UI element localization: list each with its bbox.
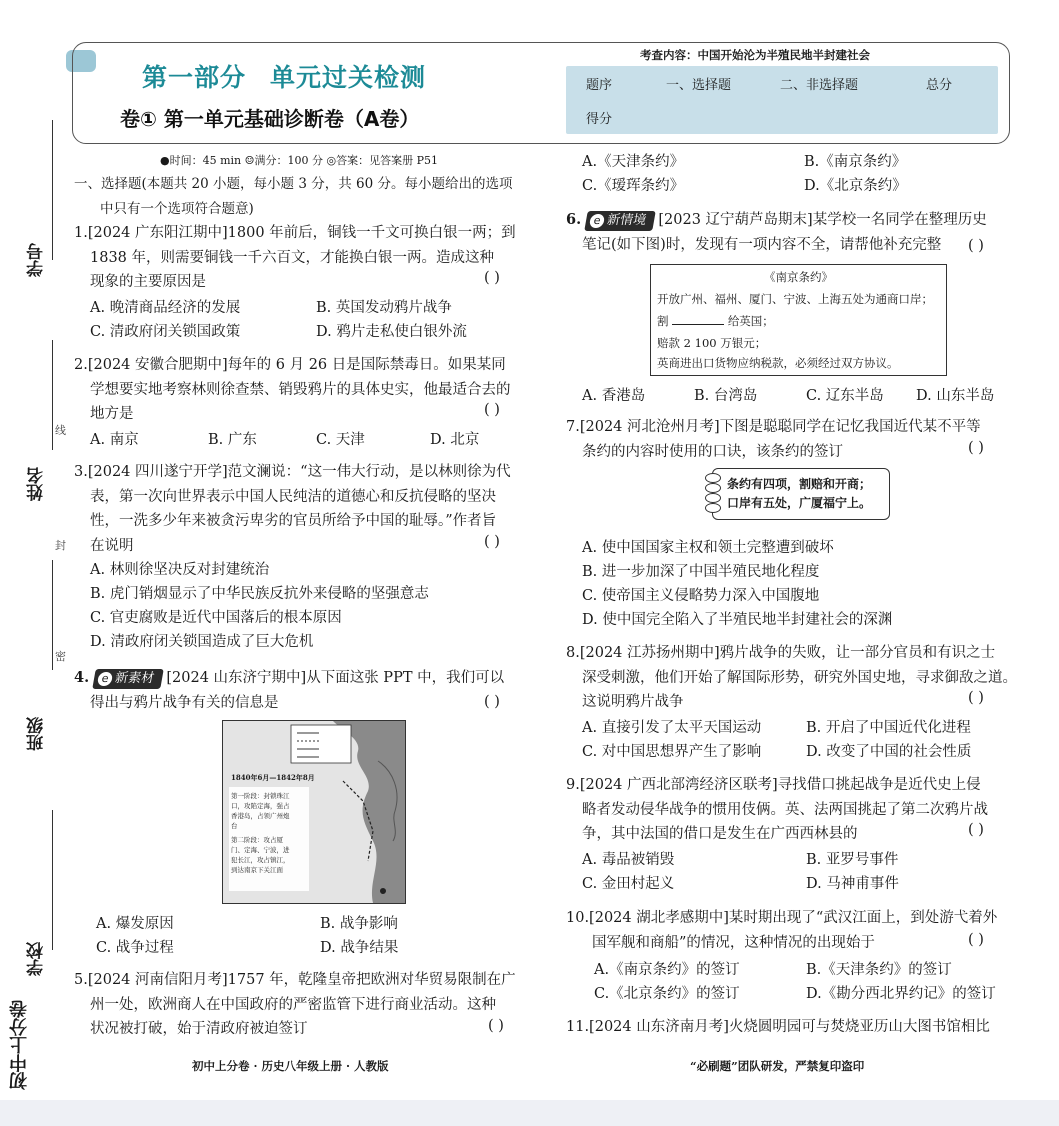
question-line: 性，一洗多少年来被贪污卑劣的官员所给予中国的耻辱。”作者旨 [90, 513, 497, 529]
cut-mark: 线 [55, 424, 66, 437]
score-col-header: 题序 [586, 78, 613, 93]
tag-label: 新素材 [113, 671, 156, 686]
option-c[interactable]: C. 清政府闭关锁国政策 [90, 324, 241, 340]
question-4 [74, 666, 504, 715]
e-icon: e [97, 672, 113, 686]
binding-line [52, 120, 53, 260]
question-line: 3.[2024 四川遂宁开学]范文澜说：“这一伟大行动，是以林则徐为代 [74, 464, 511, 480]
option-a[interactable]: A. 使中国国家主权和领土完整遭到破坏 [582, 540, 834, 556]
map-date: 1840年6月—1842年8月 [231, 773, 315, 782]
option-b[interactable]: B. 亚罗号事件 [806, 852, 899, 868]
binding-line [52, 560, 53, 670]
option-d[interactable]: D. 使中国完全陷入了半殖民地半封建社会的深渊 [582, 612, 893, 628]
question-11 [566, 1015, 990, 1040]
note-line: 英商进出口货物应纳税款，必须经过双方协议。 [657, 356, 899, 370]
question-line: 这说明鸦片战争 [582, 694, 684, 710]
section-title-line: 中只有一个选项符合题意) [100, 200, 254, 217]
score-table [566, 66, 998, 134]
exam-scope: 考查内容：中国开始沦为半殖民地半封建社会 [640, 48, 870, 62]
question-line: 状况被打破，始于清政府被迫签订 [90, 1021, 308, 1037]
note-line: 赔款 2 100 万银元； [657, 336, 767, 350]
mnemonic-line: 条约有四项，割赔和开商； [727, 477, 872, 491]
answer-blank[interactable]: ( ) [484, 402, 500, 418]
binding-line [52, 810, 53, 950]
answer-blank[interactable]: ( ) [968, 440, 984, 456]
part-title-b: 单元过关检测 [270, 63, 427, 92]
seal-mark: 密 [55, 650, 66, 663]
question-line: 州一处，欧洲商人在中国政府的严密监管下进行商业活动。这种 [90, 996, 496, 1013]
option-d[interactable]: D. 清政府闭关锁国造成了巨大危机 [90, 634, 314, 650]
option-a[interactable]: A.《南京条约》的签订 [594, 962, 740, 978]
option-d[interactable]: D.《勘分西北界约记》的签订 [806, 986, 996, 1002]
answer-blank[interactable]: ( ) [484, 534, 500, 550]
question-line: 现象的主要原因是 [90, 274, 206, 290]
option-d[interactable]: D. 山东半岛 [916, 388, 995, 404]
option-a[interactable]: A. 晚清商品经济的发展 [90, 300, 241, 316]
new-material-tag [92, 669, 164, 689]
question-line: 1838 年，则需要铜钱一千六百文，才能换白银一两。造成这种 [90, 249, 495, 266]
option-d[interactable]: D. 改变了中国的社会性质 [806, 744, 972, 760]
map-stage-1: 第一阶段：封锁珠江口，攻陷定海，强占香港岛，占领广州炮台 [231, 792, 290, 830]
question-6 [566, 208, 987, 257]
note-text: 给英国； [727, 314, 774, 328]
map-stage-2: 第二阶段：攻占厦门、定海、宁波，进犯长江，攻占镇江，到达南京下关江面 [231, 836, 290, 874]
section-title [74, 172, 512, 221]
question-line: 8.[2024 江苏扬州期中]鸦片战争的失败，让一部分官员和有识之士 [566, 645, 996, 661]
score-col-header: 一、选择题 [666, 78, 732, 93]
option-b[interactable]: B.《天津条约》的签订 [806, 962, 952, 978]
option-d[interactable]: D. 马神甫事件 [806, 876, 899, 892]
opium-war-map [222, 720, 406, 904]
mnemonic-line: 口岸有五处，广厦福宁上。 [727, 496, 872, 510]
option-b[interactable]: B. 战争影响 [320, 916, 398, 932]
section-title-line: 一、选择题(本题共 20 小题，每小题 3 分，共 60 分。每小题给出的选项 [74, 176, 513, 192]
option-d[interactable]: D.《北京条约》 [804, 178, 907, 194]
option-a[interactable]: A. 香港岛 [582, 388, 646, 404]
question-line: 略者发动侵华战争的惯用伎俩。英、法两国挑起了第二次鸦片战 [582, 801, 988, 818]
option-c[interactable]: C. 金田村起义 [582, 876, 675, 892]
fill-blank[interactable] [672, 324, 724, 325]
option-c[interactable]: C. 战争过程 [96, 940, 174, 956]
answer-blank[interactable]: ( ) [968, 932, 984, 948]
score-col-header: 二、非选择题 [780, 78, 859, 93]
question-number: 4. [74, 669, 90, 686]
question-number: 6. [566, 211, 582, 228]
option-b[interactable]: B.《南京条约》 [804, 154, 907, 170]
ring-decoration [705, 473, 721, 483]
bottom-strip [0, 1100, 1059, 1126]
question-line: 学想要实地考察林则徐查禁、销毁鸦片的具体史实，他最适合去的 [90, 381, 511, 398]
new-context-tag [584, 211, 656, 231]
question-line: 1.[2024 广东阳江期中]1800 年前后，铜钱一千文可换白银一两；到 [74, 225, 516, 241]
question-10 [566, 906, 997, 955]
brand-logo: 初中上分卷 [9, 1000, 30, 1090]
question-2 [74, 353, 511, 427]
question-line: 11.[2024 山东济南月考]火烧圆明园可与焚烧亚历山大图书馆相比 [566, 1019, 990, 1035]
option-c[interactable]: C. 天津 [316, 432, 365, 448]
question-line: 地方是 [90, 406, 134, 422]
option-d[interactable]: D. 战争结果 [320, 940, 399, 956]
option-c[interactable]: C.《瑷珲条约》 [582, 178, 685, 194]
footer-left: 初中上分卷 · 历史八年级上册 · 人教版 [192, 1059, 389, 1073]
question-line: 笔记(如下图)时，发现有一项内容不全，请帮他补充完整 [582, 236, 942, 253]
question-line: 10.[2024 湖北孝感期中]某时期出现了“武汉江面上，到处游弋着外 [566, 910, 998, 926]
note-line: 开放广州、福州、厦门、宁波、上海五处为通商口岸； [657, 292, 933, 306]
note-title: 《南京条约》 [764, 270, 833, 284]
question-line: 7.[2024 河北沧州月考]下图是聪聪同学在记忆我国近代某不平等 [566, 419, 981, 435]
ring-decoration [705, 503, 721, 513]
score-col-header: 总分 [926, 78, 953, 93]
option-c[interactable]: C.《北京条约》的签订 [594, 986, 740, 1002]
question-line: 深受刺激，他们开始了解国际形势，研究外国史地，寻求御敌之道。 [582, 669, 1017, 686]
history-note [650, 264, 947, 376]
option-b[interactable]: B. 台湾岛 [694, 388, 758, 404]
question-7 [566, 415, 981, 464]
question-5 [74, 968, 516, 1042]
option-b[interactable]: B. 广东 [208, 432, 257, 448]
note-line [657, 311, 774, 332]
question-line: [2024 山东济宁期中]从下面这张 PPT 中，我们可以 [166, 670, 505, 686]
option-b[interactable]: B. 英国发动鸦片战争 [316, 300, 452, 316]
student-id-label: 学号 [27, 243, 47, 277]
question-1 [74, 221, 516, 295]
option-a[interactable]: A. 毒品被销毁 [582, 852, 675, 868]
school-label: 学校 [27, 942, 47, 976]
question-line: 2.[2024 安徽合肥期中]每年的 6 月 26 日是国际禁毒日。如果某同 [74, 357, 506, 373]
question-line: 表，第一次向世界表示中国人民纯洁的道德心和反抗侵略的坚决 [90, 488, 496, 505]
question-9 [566, 773, 988, 847]
question-line: 争，其中法国的借口是发生在广西西林县的 [582, 826, 858, 842]
seal-mark: 封 [55, 539, 66, 552]
question-line: 得出与鸦片战争有关的信息是 [90, 694, 279, 711]
option-c[interactable]: C. 辽东半岛 [806, 388, 884, 404]
answer-blank[interactable]: ( ) [488, 1018, 504, 1034]
option-a[interactable]: A. 爆发原因 [96, 916, 174, 932]
question-line: 条约的内容时使用的口诀，该条约的签订 [582, 443, 843, 460]
option-a[interactable]: A. 南京 [90, 432, 139, 448]
answer-blank[interactable]: ( ) [968, 822, 984, 838]
option-b[interactable]: B. 虎门销烟显示了中华民族反抗外来侵略的坚强意志 [90, 586, 429, 602]
part-title-a: 第一部分 [142, 63, 247, 92]
option-c[interactable]: C. 使帝国主义侵略势力深入中国腹地 [582, 588, 820, 604]
volume-title: 卷① 第一单元基础诊断卷（A卷） [120, 107, 420, 131]
answer-blank[interactable]: ( ) [968, 690, 984, 706]
class-label: 班级 [27, 717, 47, 751]
score-row-label: 得分 [586, 112, 613, 127]
tag-label: 新情境 [605, 213, 648, 228]
question-line: 5.[2024 河南信阳月考]1757 年，乾隆皇帝把欧洲对华贸易限制在广 [74, 972, 516, 988]
ring-decoration [705, 483, 721, 493]
option-b[interactable]: B. 进一步加深了中国半殖民地化程度 [582, 564, 820, 580]
question-line: 9.[2024 广西北部湾经济区联考]寻找借口挑起战争是近代史上侵 [566, 777, 981, 793]
answer-blank[interactable]: ( ) [484, 270, 500, 286]
binding-line [52, 340, 53, 450]
part-title [142, 58, 426, 94]
ring-decoration [705, 493, 721, 503]
question-line: 在说明 [90, 537, 134, 554]
option-c[interactable]: C. 对中国思想界产生了影响 [582, 744, 762, 760]
e-icon: e [589, 214, 605, 228]
footer-right: “必刷题”团队研发，严禁复印盗印 [690, 1059, 865, 1073]
answer-blank[interactable]: ( ) [968, 238, 984, 254]
option-d[interactable]: D. 鸦片走私使白银外流 [316, 324, 467, 340]
mnemonic-card [712, 468, 890, 520]
option-b[interactable]: B. 开启了中国近代化进程 [806, 720, 971, 736]
option-a[interactable]: A. 林则徐坚决反对封建统治 [90, 562, 270, 578]
option-c[interactable]: C. 官吏腐败是近代中国落后的根本原因 [90, 610, 342, 626]
option-a[interactable]: A. 直接引发了太平天国运动 [582, 720, 762, 736]
exam-info: ●时间：45 min ☺满分：100 分 ◎答案：见答案册 P51 [160, 154, 438, 167]
note-text: 割 [657, 314, 669, 328]
option-a[interactable]: A.《天津条约》 [582, 154, 685, 170]
name-label: 姓名 [27, 467, 47, 501]
question-8 [566, 641, 1017, 715]
option-d[interactable]: D. 北京 [430, 432, 480, 448]
answer-blank[interactable]: ( ) [484, 694, 500, 710]
question-line: [2023 辽宁葫芦岛期末]某学校一名同学在整理历史 [658, 212, 987, 228]
question-line: 国军舰和商船”的情况，这种情况的出现始于 [592, 934, 875, 951]
question-3 [74, 460, 511, 558]
